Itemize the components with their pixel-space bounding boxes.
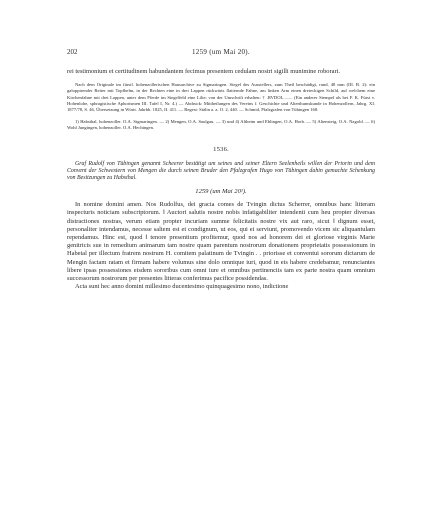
previous-document-closing: rei testimonium et certitudinem habundantem fecimus presentem cedulam nostri sigilli munimine roborari.	[67, 68, 340, 75]
page-number: 202	[67, 48, 78, 56]
document-summary: Graf Rudolf von Tübingen genannt Scheerer bestätigt um seines und seiner Eltern Seelenheils willen der Priorin und dem Convent der Schwestern von Mengen die durch seinen Bruder den Pfalzgrafen Hugo von Tübingen dahin gemachte Schenkung von Besitzungen zu Habsthal.	[67, 160, 375, 182]
document-date: 1259 (um Mai 20¹).	[195, 188, 247, 196]
page-header	[67, 48, 375, 58]
document-text: In nomine domini amen. Nos Rudolfus, dei gracia comes de Tvingin dictus Scherrer, omnibus hanc litteram inspecturis noticiam subscriptorum. ‖ Auctori salutis nostre nobis infatigabiliter intendenti cum heu propter diversas distractiones nostras, verum etiam propter incuriam summe felicitatis nostre vix aut raro, sicut ‖ dignum esset, personaliter intendamus, necesse saltem est et condignum, ut eos, qui ei serviunt, promovendo vicem sic aliquantulam rependamus. Hinc est, quod ‖ tenore presentium profitemur, quod nos ad honorem dei et gloriose virginis Marie genitricis sue in remedium animarum tam nostre quam parentum nostrorum donationem proprietatis possessionum in Habetal per illectum fratrem nostrum H. comitem palatinum de Tvingin . . priorisse et conventui sororum dictarum de Mengin factam ratam et firmam habere volumus sine dolo omnique iuri, quod in eis habere credebamur, renunciantes libere ipsas possessiones eisdem sororibus cum omni iure et omnibus pertinenciis tam ex parte nostra quam omnium successorum nostrorum per presentes litteras conferimus pacifice possidendas.	[67, 201, 375, 283]
running-head: 1259 (um Mai 20).	[192, 48, 250, 56]
document-text-continued: Acta sunt hec anno domini millesimo ducentesimo quinquagesimo nono, indictione	[75, 283, 289, 291]
document-number: 1536.	[213, 145, 229, 153]
source-note: Nach dem Originale im fürstl. hohenzollerischen Hausarchive zu Sigmaringen. Siegel des Ausstellers, zum Theil beschädigt, rund, 48 mm (III. B. 2): ein galoppirender Reiter mit Topfhelm, in der Rechten eine in drei Lappen rückwärts flatternde Fahne, am linken Arm einen dreieckigen Schild, auf welchem eine Kirchenfahne mit drei Lappen, unter dem Pferde im Siegelfeld eine Lilie; von der Umschrift erhalten: † .RVDOL........ (Ein anderer Stempel als bei F. K. Fürst v. Hohenlohe, sphragistische Aphorismen III. Tafel I, Nr. 4.) — Abdruck: Mittheilungen des Vereins f. Geschichte und Alterthumskunde in Hohenzollern, Jahrg. XI. 1877/78, S. 46, Übersetzung in Württ. Jahrbb. 1825, II. 411. — Regest: Stälin a. a. O. 2, 440. — Schmid, Pfalzgrafen von Tübingen 168.	[67, 82, 375, 113]
footnotes: 1) Habsthal, hohenzoller. O.A. Sigmaringen. — 2) Mengen, O.A. Saulgau. — 3) und 4) Altheim und Eblingen, O.A. Horb. — 5) Altensteig, O.A. Nagold. — 6) Wohl Jungingen, hohenzoller. O.A. Hechingen.	[67, 119, 375, 131]
page-body	[67, 68, 375, 291]
